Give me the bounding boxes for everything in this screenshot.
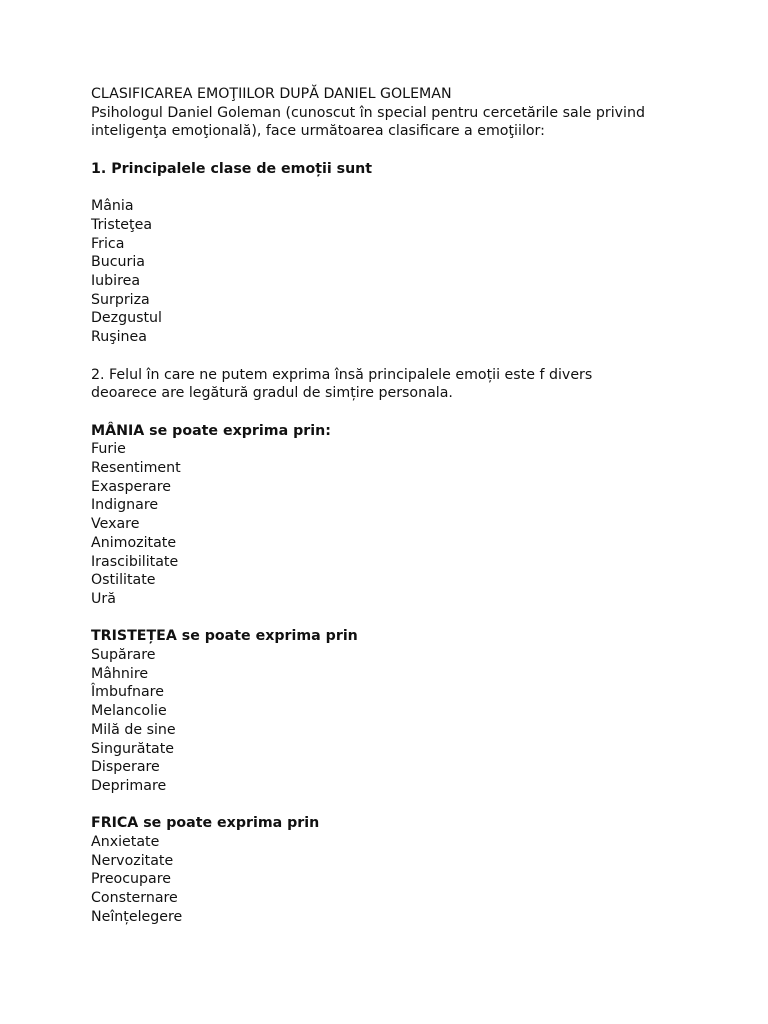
list-item: Preocupare — [91, 871, 171, 888]
spacer — [91, 179, 731, 198]
list-item: Irascibilitate — [91, 553, 179, 570]
list-item: Singurătate — [91, 740, 175, 757]
list-item: Indignare — [91, 497, 159, 514]
list-item: Neînțelegere — [91, 908, 183, 925]
list-item: Tristeţea — [91, 216, 153, 233]
main-emotions-list — [91, 197, 731, 347]
list-item: Deprimare — [91, 777, 167, 794]
intro-line-1: Psihologul Daniel Goleman (cunoscut în special pentru cercetările sale privind — [91, 104, 645, 121]
spacer — [91, 796, 731, 815]
mania-heading: MÂNIA se poate exprima prin: — [91, 422, 331, 439]
list-item: Animozitate — [91, 534, 177, 551]
section2-line-1: 2. Felul în care ne putem exprima însă principalele emoții este f divers — [91, 366, 593, 383]
intro-line-2: inteligenţa emoţională), face următoarea clasificare a emoţiilor: — [91, 123, 545, 140]
frica-heading: FRICA se poate exprima prin — [91, 815, 320, 832]
list-item: Mâhnire — [91, 665, 149, 682]
frica-list — [91, 833, 731, 927]
list-item: Mânia — [91, 198, 134, 215]
section2-line-2: deoarece are legătură gradul de simțire personala. — [91, 385, 453, 402]
list-item: Frica — [91, 235, 125, 252]
list-item: Dezgustul — [91, 310, 162, 327]
document-title: CLASIFICAREA EMOŢIILOR DUPĂ DANIEL GOLEMAN — [91, 86, 452, 102]
tristetea-list — [91, 646, 731, 796]
document-page — [91, 85, 731, 927]
list-item: Anxietate — [91, 834, 160, 851]
list-item: Ură — [91, 590, 116, 607]
list-item: Exasperare — [91, 478, 171, 495]
tristetea-heading: TRISTEȚEA se poate exprima prin — [91, 628, 358, 645]
list-item: Ostilitate — [91, 572, 156, 589]
list-item: Consternare — [91, 890, 178, 907]
list-item: Iubirea — [91, 273, 141, 289]
spacer — [91, 403, 731, 422]
list-item: Milă de sine — [91, 721, 176, 738]
list-item: Resentiment — [91, 460, 181, 476]
spacer — [91, 347, 731, 366]
list-item: Nervozitate — [91, 852, 174, 869]
list-item: Vexare — [91, 516, 140, 533]
list-item: Furie — [91, 441, 126, 458]
mania-list — [91, 440, 731, 608]
section1-heading: 1. Principalele clase de emoții sunt — [91, 160, 373, 177]
list-item: Supărare — [91, 647, 156, 664]
list-item: Disperare — [91, 759, 160, 776]
list-item: Surpriza — [91, 291, 150, 308]
spacer — [91, 609, 731, 628]
list-item: Bucuria — [91, 254, 145, 271]
spacer — [91, 141, 731, 160]
list-item: Ruşinea — [91, 329, 147, 346]
list-item: Melancolie — [91, 703, 167, 720]
list-item: Îmbufnare — [91, 684, 164, 701]
